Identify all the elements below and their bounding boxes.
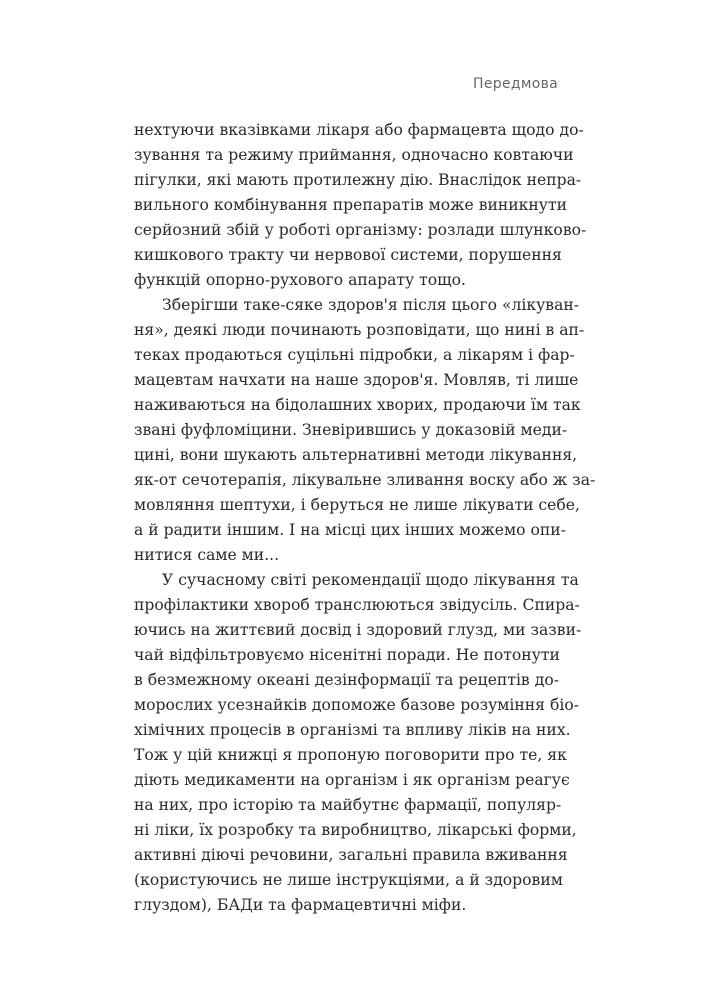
text-line: на них, про історію та майбутнє фармації, популяр-: [134, 796, 562, 814]
text-line: звані фуфломіцини. Зневірившись у доказовій меди-: [134, 421, 568, 439]
text-line: зування та режиму приймання, одночасно ковтаючи: [134, 146, 574, 164]
text-line: діють медикаменти на організм і як організм реагує: [134, 771, 570, 789]
body-text: [134, 118, 596, 918]
text-line: Тож у цій книжці я пропоную поговорити про те, як: [134, 746, 567, 764]
text-line: вильного комбінування препаратів може виникнути: [134, 196, 567, 214]
text-line: (користуючись не лише інструкціями, а й здоровим: [134, 871, 563, 889]
text-line: активні діючі речовини, загальні правила вживання: [134, 846, 568, 864]
text-line: в безмежному океані дезінформації та рецептів до-: [134, 671, 559, 689]
text-line: кишкового тракту чи нервової системи, порушення: [134, 246, 562, 264]
text-line: Зберігши таке-сяке здоров'я після цього «лікуван-: [162, 296, 580, 314]
text-line: профілактики хвороб транслюються звідусіль. Спира-: [134, 596, 580, 614]
text-line: серйозний збій у роботі організму: розлади шлунково-: [134, 221, 587, 239]
text-line: глуздом), БАДи та фармацевтичні міфи.: [134, 896, 467, 914]
text-line: ня», деякі люди починають розповідати, що нині в ап-: [134, 321, 585, 339]
text-line: як-от сечотерапія, лікувальне зливання воску або ж за-: [134, 471, 596, 489]
paragraph: [134, 293, 596, 568]
text-line: нитися саме ми...: [134, 546, 280, 564]
text-line: морослих усезнайків допоможе базове розуміння біо-: [134, 696, 580, 714]
text-line: ні ліки, їх розробку та виробництво, лікарські форми,: [134, 821, 577, 839]
text-line: мовляння шептухи, і беруться не лише лікувати себе,: [134, 496, 580, 514]
text-line: У сучасному світі рекомендації щодо лікування та: [162, 571, 579, 589]
text-line: цині, вони шукають альтернативні методи лікування,: [134, 446, 578, 464]
text-line: функцій опорно-рухового апарату тощо.: [134, 271, 466, 289]
text-line: хімічних процесів в організмі та впливу ліків на них.: [134, 721, 571, 739]
text-line: а й радити іншим. І на місці цих інших можемо опи-: [134, 521, 566, 539]
text-line: мацевтам начхати на наше здоров'я. Мовляв, ті лише: [134, 371, 579, 389]
text-line: теках продаються суцільні підробки, а лікарям і фар-: [134, 346, 575, 364]
text-line: пігулки, які мають протилежну дію. Внаслідок непра-: [134, 171, 582, 189]
paragraph: [134, 568, 582, 918]
text-line: ючись на життєвий досвід і здоровий глузд, ми зазви-: [134, 621, 582, 639]
text-line: наживаються на бідолашних хворих, продаючи їм так: [134, 396, 581, 414]
paragraph: [134, 118, 587, 293]
text-line: нехтуючи вказівками лікаря або фармацевта щодо до-: [134, 121, 584, 139]
running-header: Передмова: [473, 76, 558, 92]
text-line: чай відфільтровуємо нісенітні поради. Не потонути: [134, 646, 560, 664]
